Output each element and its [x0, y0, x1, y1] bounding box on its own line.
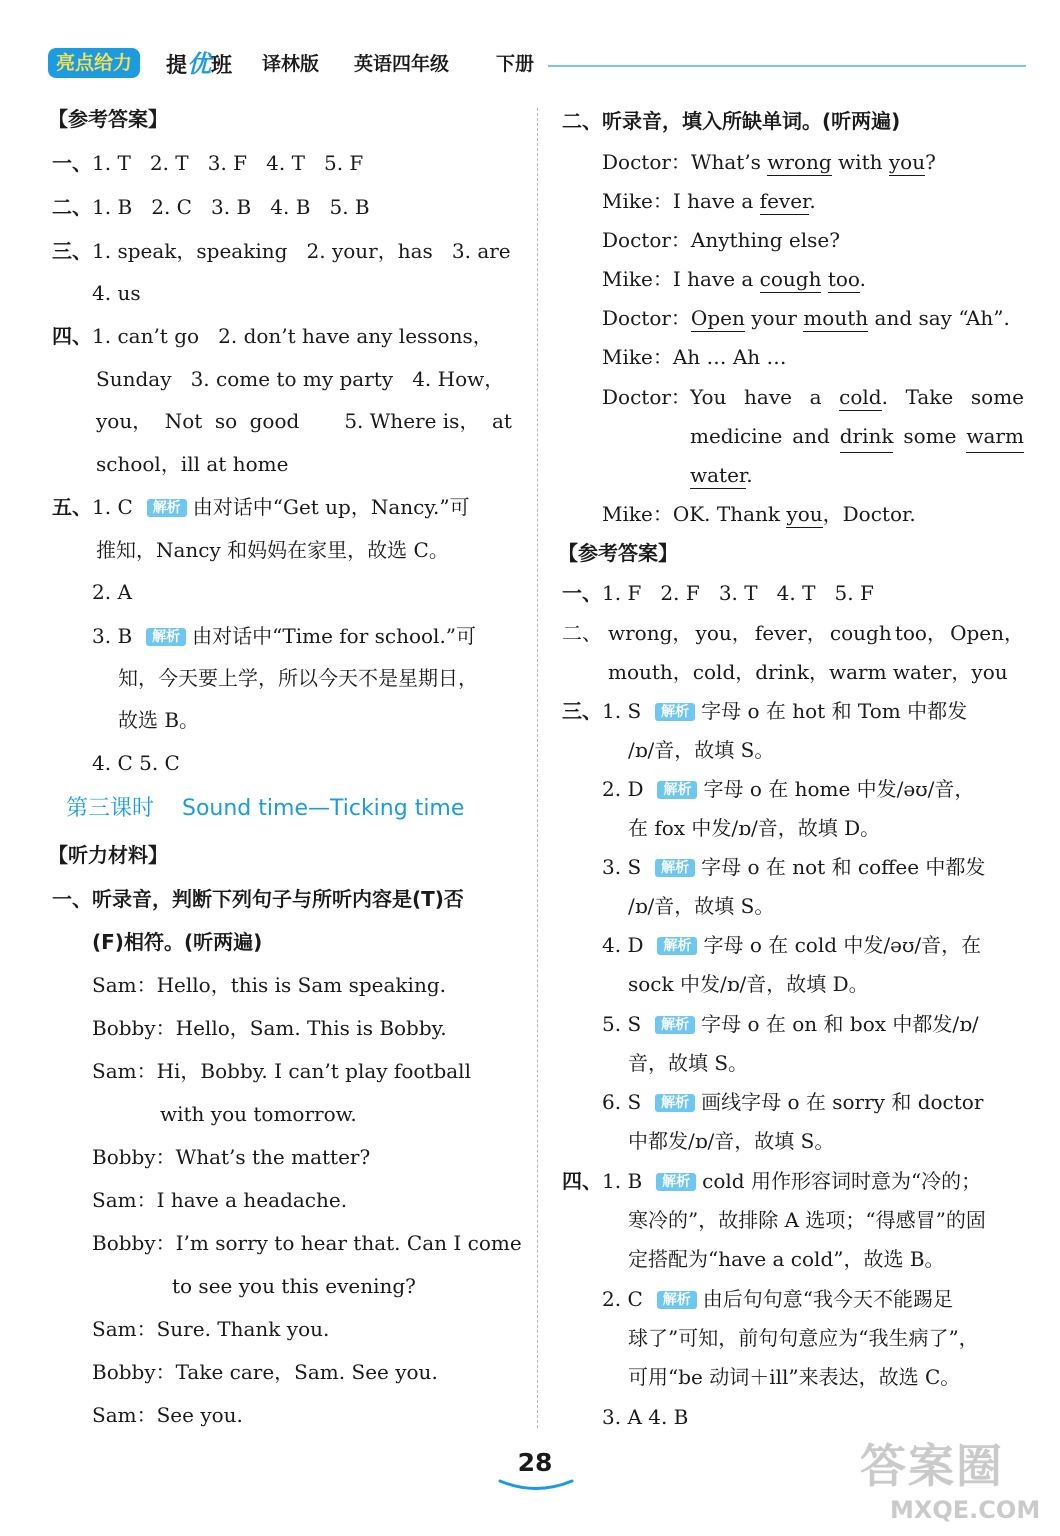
- edition-label: 译林版: [262, 53, 320, 75]
- answer-row-5-2: 2. A: [92, 580, 132, 604]
- dialog-line: Doctor：: [602, 385, 691, 409]
- analysis-badge: 解析: [657, 937, 697, 955]
- analysis-badge: 解析: [655, 1016, 695, 1034]
- dialog-line: Bobby：Hello，Sam. This is Bobby.: [92, 1016, 447, 1040]
- explanation-line: 音，故填 S。: [628, 1051, 749, 1075]
- watermark: [860, 1440, 1050, 1530]
- explanation-line: 故选 B。: [118, 708, 200, 732]
- analysis-badge: 解析: [146, 628, 186, 646]
- listening-q2: 二、听录音，填入所缺单词。(听两遍): [562, 109, 901, 133]
- dialog-line: medicine and drink some warm: [690, 421, 1024, 453]
- answer-row-4-1: 四、1. B 解析 cold 用作形容词时意为“冷的；: [562, 1169, 982, 1193]
- series-logo: 亮点给力: [48, 48, 140, 78]
- answer-key-title: 【参考答案】: [48, 107, 168, 131]
- dialog-line: Mike：I have a fever.: [602, 189, 816, 213]
- answer-row-3-6: 6. S 解析 画线字母 o 在 sorry 和 doctor: [602, 1090, 984, 1114]
- explanation-line: 中都发/ɒ/音，故填 S。: [628, 1129, 835, 1153]
- dialog-line: Sam：I have a headache.: [92, 1188, 348, 1212]
- listening-q1-b: (F)相符。(听两遍): [92, 930, 263, 954]
- dialog-line: Bobby：Take care，Sam. See you.: [92, 1360, 438, 1384]
- answer-row-5: 五、1. C 解析 由对话中“Get up，Nancy.”可: [52, 495, 470, 519]
- answer-row-4: 四、1. can’t go 2. don’t have any lessons，: [52, 324, 493, 348]
- dialog-line: Sam：See you.: [92, 1403, 243, 1427]
- dialog-line: Bobby：What’s the matter?: [92, 1145, 371, 1169]
- answer-row-5-45: 4. C 5. C: [92, 751, 180, 775]
- watermark-url: MXQE.COM: [890, 1496, 1041, 1524]
- explanation-line: 寒冷的”，故排除 A 选项；“得感冒”的固: [628, 1208, 986, 1232]
- volume-label: 下册: [496, 53, 535, 75]
- dialog-line: Doctor：What’s wrong with you?: [602, 150, 936, 174]
- dialog-line: with you tomorrow.: [160, 1102, 357, 1126]
- answer-row-3: 三、1. speak，speaking 2. your，has 3. are: [52, 239, 511, 263]
- dialog-line: Sam：Hi，Bobby. I can’t play football: [92, 1059, 471, 1083]
- answer-row-5-3: 3. B 解析 由对话中“Time for school.”可: [92, 624, 477, 648]
- explanation-line: 可用“be 动词＋ill”来表达，故选 C。: [628, 1365, 961, 1389]
- answer-row-3b: 4. us: [92, 281, 141, 305]
- answer-row-3-5: 5. S 解析 字母 o 在 on 和 box 中都发/ɒ/: [602, 1012, 979, 1036]
- brand-title: 提优班: [166, 50, 232, 78]
- header-rule: [548, 65, 1026, 67]
- analysis-badge: 解析: [657, 1291, 697, 1309]
- explanation-line: 推知，Nancy 和妈妈在家里，故选 C。: [96, 538, 449, 562]
- dialog-line: Doctor：Anything else?: [602, 228, 840, 252]
- answer-row-2: 二、1. B 2. C 3. B 4. B 5. B: [52, 195, 370, 219]
- dialog-line: Mike：Ah … Ah …: [602, 345, 787, 369]
- page-number-swoosh-icon: [498, 1478, 574, 1494]
- page-number: 28: [517, 1448, 553, 1477]
- answer-row-4-2: 2. C 解析 由后句句意“我今天不能踢足: [602, 1287, 953, 1311]
- subject-label: 英语四年级: [354, 53, 450, 75]
- page-header: [48, 46, 1028, 82]
- analysis-badge: 解析: [655, 703, 695, 721]
- listening-q1: 一、听录音，判断下列句子与所听内容是(T)否: [52, 887, 464, 911]
- analysis-badge: 解析: [657, 781, 697, 799]
- answer-row-3-2: 2. D 解析 字母 o 在 home 中发/əʊ/音，: [602, 777, 975, 801]
- explanation-line: 定搭配为“have a cold”，故选 B。: [628, 1247, 945, 1271]
- dialog-line: Sam：Sure. Thank you.: [92, 1317, 330, 1341]
- column-divider: [537, 108, 538, 1428]
- analysis-badge: 解析: [655, 859, 695, 877]
- analysis-badge: 解析: [655, 1094, 695, 1112]
- answer-row-2: wrong， you， fever， cough too， Open，: [608, 621, 1024, 645]
- analysis-badge: 解析: [656, 1173, 696, 1191]
- dialog-line: Mike：I have a cough too.: [602, 267, 866, 291]
- explanation-line: 知，今天要上学，所以今天不是星期日，: [118, 666, 478, 690]
- dialog-line: Doctor：Open your mouth and say “Ah”.: [602, 306, 1010, 330]
- explanation-line: 球了”可知，前句句意应为“我生病了”，: [628, 1326, 979, 1350]
- explanation-line: sock 中发/ɒ/音，故填 D。: [628, 972, 869, 996]
- answer-row-3-3: 3. S 解析 字母 o 在 not 和 coffee 中都发: [602, 855, 986, 879]
- analysis-badge: 解析: [147, 499, 187, 517]
- dialog-line: Bobby：I’m sorry to hear that. Can I come: [92, 1231, 522, 1255]
- answer-row-2-label: 二、: [562, 621, 602, 645]
- answer-row-4c: you， Not so good 5. Where is， at: [96, 409, 512, 433]
- listening-title: 【听力材料】: [48, 843, 168, 867]
- watermark-logo: 答案圈: [860, 1439, 1004, 1493]
- explanation-line: /ɒ/音，故填 S。: [628, 894, 775, 918]
- answer-row-4-34: 3. A 4. B: [602, 1405, 689, 1429]
- answer-row-4b: Sunday 3. come to my party 4. How，: [96, 367, 505, 391]
- answer-key-title: 【参考答案】: [558, 541, 678, 565]
- dialog-line: to see you this evening?: [172, 1274, 416, 1298]
- dialog-line: Sam：Hello，this is Sam speaking.: [92, 973, 446, 997]
- answer-row-2b: mouth，cold，drink，warm water，you: [608, 660, 1008, 684]
- answer-row-1: 一、1. F 2. F 3. T 4. T 5. F: [562, 581, 874, 605]
- answer-row-3-1: 三、1. S 解析 字母 o 在 hot 和 Tom 中都发: [562, 699, 968, 723]
- answer-row-1: 一、1. T 2. T 3. F 4. T 5. F: [52, 151, 364, 175]
- dialog-line: Mike：OK. Thank you，Doctor.: [602, 502, 916, 526]
- answer-row-3-4: 4. D 解析 字母 o 在 cold 中发/əʊ/音，在: [602, 933, 982, 957]
- answer-row-4d: school，ill at home: [96, 452, 289, 476]
- dialog-line: You have a cold. Take some: [690, 385, 1024, 409]
- lesson-heading: 第三课时 Sound time—Ticking time: [66, 796, 465, 821]
- explanation-line: 在 fox 中发/ɒ/音，故填 D。: [628, 816, 881, 840]
- dialog-line: water.: [690, 463, 753, 487]
- explanation-line: /ɒ/音，故填 S。: [628, 738, 775, 762]
